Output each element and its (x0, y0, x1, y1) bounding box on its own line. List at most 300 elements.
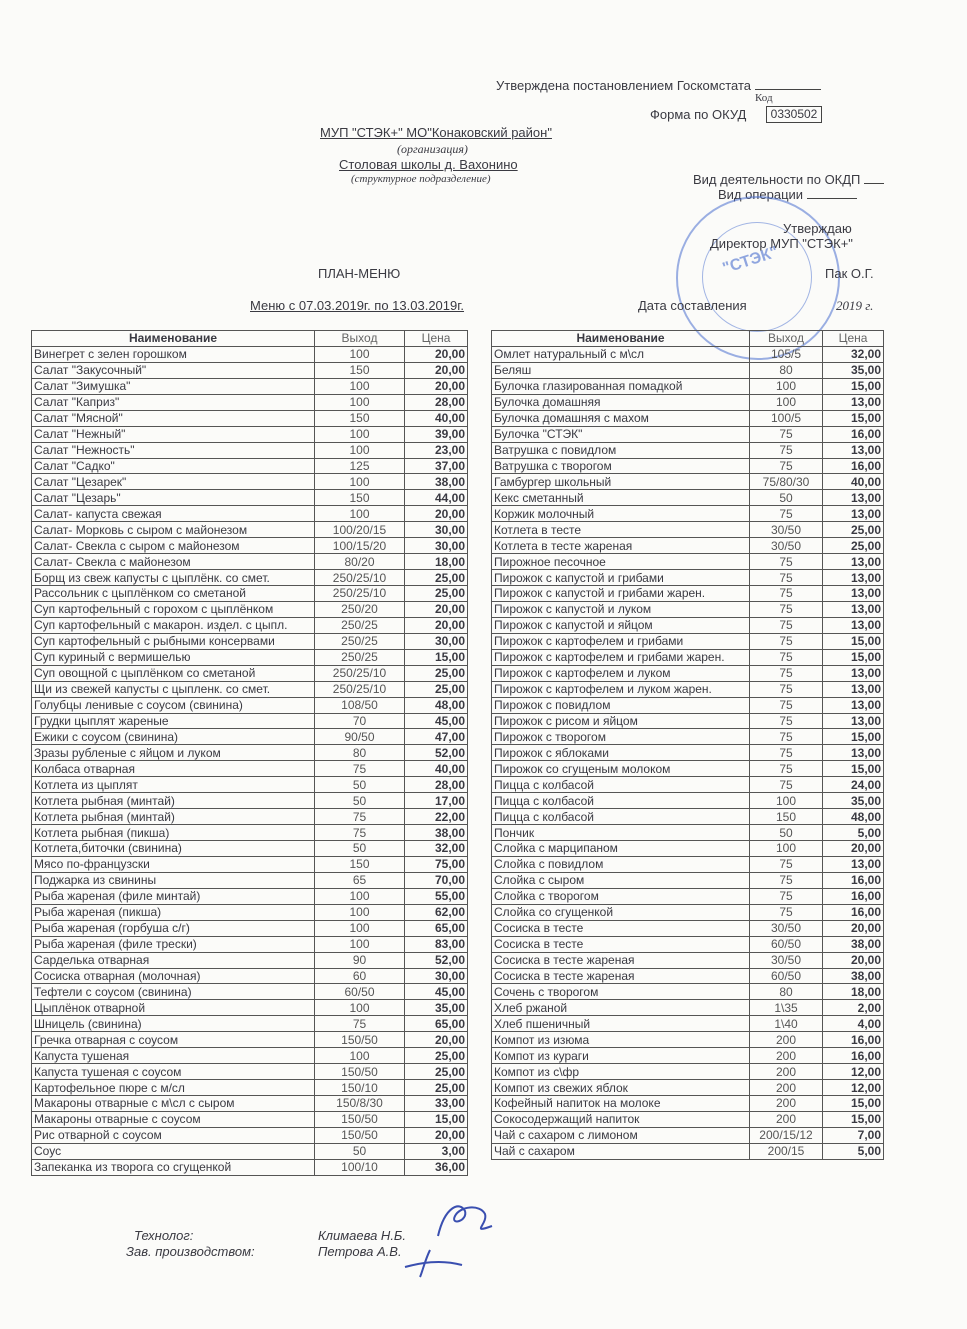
menu-item-output: 150 (750, 809, 823, 825)
organization-name: МУП "СТЭК+" МО"Конаковский район" (320, 125, 552, 140)
menu-item-name: Суп овощной с цыплёнком со сметаной (32, 665, 315, 681)
menu-item-output: 100 (750, 394, 823, 410)
menu-item-output: 100 (750, 793, 823, 809)
menu-row (32, 936, 468, 952)
menu-item-price: 13,00 (823, 617, 884, 633)
menu-item-output: 50 (315, 1143, 405, 1159)
menu-item-price: 38,00 (405, 474, 468, 490)
menu-item-name: Сосиска в тесте (492, 936, 750, 952)
approved-by-blank (755, 89, 821, 90)
menu-row (492, 1032, 884, 1048)
menu-item-price: 22,00 (405, 809, 468, 825)
menu-item-output: 75 (750, 777, 823, 793)
menu-item-price: 32,00 (823, 346, 884, 362)
menu-row (492, 538, 884, 554)
menu-item-name: Беляш (492, 362, 750, 378)
menu-item-output: 75 (750, 888, 823, 904)
menu-item-price: 20,00 (823, 920, 884, 936)
menu-item-price: 16,00 (823, 872, 884, 888)
menu-item-name: Пирожок с картофелем и грибами (492, 633, 750, 649)
menu-item-price: 13,00 (823, 570, 884, 586)
menu-item-price: 13,00 (823, 554, 884, 570)
menu-row (32, 474, 468, 490)
menu-item-price: 38,00 (405, 825, 468, 841)
menu-item-output: 250/25 (315, 633, 405, 649)
menu-item-name: Слойка со сгущенкой (492, 904, 750, 920)
menu-item-name: Макароны отварные с соусом (32, 1111, 315, 1127)
menu-item-output: 105/5 (750, 346, 823, 362)
menu-item-name: Пирожок с рисом и яйцом (492, 713, 750, 729)
menu-row (32, 713, 468, 729)
menu-item-output: 150/50 (315, 1127, 405, 1143)
menu-item-price: 25,00 (405, 681, 468, 697)
menu-item-output: 75 (750, 872, 823, 888)
menu-item-output: 60/50 (750, 936, 823, 952)
menu-item-output: 100 (315, 346, 405, 362)
menu-row (32, 633, 468, 649)
menu-item-price: 13,00 (823, 681, 884, 697)
manager-signature (400, 1245, 470, 1280)
menu-item-price: 13,00 (823, 713, 884, 729)
menu-item-price: 15,00 (823, 633, 884, 649)
menu-item-output: 75 (750, 586, 823, 602)
menu-item-output: 1\40 (750, 1016, 823, 1032)
menu-item-price: 16,00 (823, 458, 884, 474)
menu-item-output: 75 (315, 825, 405, 841)
menu-item-output: 150 (315, 490, 405, 506)
menu-item-price: 5,00 (823, 1143, 884, 1159)
menu-item-price: 37,00 (405, 458, 468, 474)
menu-item-output: 30/50 (750, 920, 823, 936)
menu-item-output: 75 (750, 506, 823, 522)
menu-row (492, 378, 884, 394)
menu-item-price: 20,00 (405, 378, 468, 394)
menu-item-output: 75 (750, 617, 823, 633)
menu-item-price: 20,00 (823, 841, 884, 857)
menu-row (32, 968, 468, 984)
menu-item-name: Рыба жареная (горбуша с/г) (32, 920, 315, 936)
menu-item-price: 2,00 (823, 1000, 884, 1016)
menu-item-name: Пирожок с капустой и грибами (492, 570, 750, 586)
column-header-out: Выход (750, 331, 823, 347)
menu-item-price: 25,00 (405, 665, 468, 681)
menu-row (32, 1111, 468, 1127)
menu-item-output: 150 (315, 856, 405, 872)
menu-row (492, 872, 884, 888)
menu-row (32, 984, 468, 1000)
menu-item-name: Пирожок с картофелем и луком (492, 665, 750, 681)
menu-row (492, 1000, 884, 1016)
menu-item-name: Компот из с\фр (492, 1064, 750, 1080)
menu-item-price: 45,00 (405, 713, 468, 729)
menu-item-price: 17,00 (405, 793, 468, 809)
menu-item-output: 75 (750, 649, 823, 665)
menu-item-name: Соус (32, 1143, 315, 1159)
technologist-signature (430, 1196, 500, 1246)
menu-item-output: 200 (750, 1064, 823, 1080)
menu-item-name: Салат- Свекла с майонезом (32, 554, 315, 570)
menu-item-price: 20,00 (405, 362, 468, 378)
menu-row (32, 904, 468, 920)
menu-item-name: Пирожок с картофелем и луком жарен. (492, 681, 750, 697)
menu-item-price: 12,00 (823, 1064, 884, 1080)
menu-item-price: 52,00 (405, 952, 468, 968)
menu-item-output: 100/10 (315, 1159, 405, 1175)
menu-item-price: 35,00 (405, 1000, 468, 1016)
menu-item-name: Булочка глазированная помадкой (492, 378, 750, 394)
menu-item-name: Салат- Свекла с сыром с майонезом (32, 538, 315, 554)
menu-item-price: 48,00 (405, 697, 468, 713)
menu-row (492, 1064, 884, 1080)
menu-item-output: 250/25/10 (315, 665, 405, 681)
activity-label: Вид деятельности по ОКДП (693, 172, 861, 187)
menu-item-name: Шницель (свинина) (32, 1016, 315, 1032)
menu-item-output: 125 (315, 458, 405, 474)
division-caption: (структурное подразделение) (351, 173, 491, 185)
menu-item-output: 100 (315, 506, 405, 522)
menu-item-price: 35,00 (823, 793, 884, 809)
menu-row (32, 458, 468, 474)
menu-item-price: 20,00 (823, 952, 884, 968)
menu-item-price: 55,00 (405, 888, 468, 904)
menu-item-price: 38,00 (823, 968, 884, 984)
menu-item-output: 60 (315, 968, 405, 984)
menu-item-price: 16,00 (823, 426, 884, 442)
menu-row (32, 697, 468, 713)
menu-item-price: 13,00 (823, 601, 884, 617)
menu-item-name: Пирожок с капустой и луком (492, 601, 750, 617)
director-name: Пак О.Г. (825, 266, 874, 281)
menu-item-price: 15,00 (405, 649, 468, 665)
menu-row (32, 872, 468, 888)
menu-item-output: 75 (750, 856, 823, 872)
menu-item-price: 15,00 (405, 1111, 468, 1127)
menu-item-output: 80 (750, 984, 823, 1000)
menu-item-name: Щи из свежей капусты с цыпленк. со смет. (32, 681, 315, 697)
menu-row (32, 856, 468, 872)
column-header-price: Цена (405, 331, 468, 347)
menu-item-output: 75 (750, 426, 823, 442)
menu-item-name: Салат "Нежный" (32, 426, 315, 442)
menu-row (492, 825, 884, 841)
menu-item-name: Картофельное пюре с м/сл (32, 1080, 315, 1096)
menu-item-output: 100 (315, 394, 405, 410)
organization-caption: (организация) (397, 142, 468, 156)
menu-item-output: 75 (315, 761, 405, 777)
menu-item-output: 250/25/10 (315, 681, 405, 697)
menu-item-name: Компот из свежих яблок (492, 1080, 750, 1096)
menu-item-name: Котлета в тесте (492, 522, 750, 538)
menu-item-output: 75 (750, 570, 823, 586)
menu-item-name: Кофейный напиток на молоке (492, 1096, 750, 1112)
menu-row (32, 426, 468, 442)
menu-row (32, 586, 468, 602)
menu-item-name: Суп куриный с вермишелью (32, 649, 315, 665)
menu-row (32, 729, 468, 745)
menu-item-price: 13,00 (823, 490, 884, 506)
menu-row (492, 570, 884, 586)
menu-item-name: Котлета из цыплят (32, 777, 315, 793)
menu-item-price: 40,00 (405, 410, 468, 426)
menu-item-price: 25,00 (823, 522, 884, 538)
division-name: Столовая школы д. Вахонино (339, 157, 518, 172)
menu-row (492, 522, 884, 538)
menu-table-right-body (492, 346, 884, 1159)
menu-item-output: 100 (315, 920, 405, 936)
menu-item-name: Гречка отварная с соусом (32, 1032, 315, 1048)
menu-item-price: 13,00 (823, 394, 884, 410)
menu-item-name: Котлета рыбная (минтай) (32, 809, 315, 825)
menu-row (32, 490, 468, 506)
menu-row (492, 920, 884, 936)
menu-row (32, 761, 468, 777)
menu-row (32, 601, 468, 617)
menu-item-name: Ежики с соусом (свинина) (32, 729, 315, 745)
menu-row (492, 1048, 884, 1064)
menu-item-output: 75 (750, 681, 823, 697)
menu-item-output: 80 (750, 362, 823, 378)
menu-row (32, 1048, 468, 1064)
menu-item-output: 75 (750, 761, 823, 777)
menu-row (32, 1143, 468, 1159)
menu-item-price: 13,00 (823, 856, 884, 872)
menu-item-output: 250/25/10 (315, 570, 405, 586)
menu-item-name: Рыба жареная (филе минтай) (32, 888, 315, 904)
menu-item-name: Капуста тушеная (32, 1048, 315, 1064)
menu-item-price: 30,00 (405, 968, 468, 984)
menu-item-output: 150/50 (315, 1064, 405, 1080)
menu-item-price: 40,00 (823, 474, 884, 490)
menu-row (492, 904, 884, 920)
column-header-name: Наименование (492, 331, 750, 347)
menu-item-name: Сосиска в тесте жареная (492, 952, 750, 968)
menu-row (32, 346, 468, 362)
menu-item-price: 48,00 (823, 809, 884, 825)
date-label: Дата составления (638, 298, 747, 313)
menu-item-output: 50 (315, 793, 405, 809)
menu-item-output: 150/10 (315, 1080, 405, 1096)
menu-row (32, 1080, 468, 1096)
menu-item-output: 75 (750, 442, 823, 458)
menu-item-name: Салат "Нежность" (32, 442, 315, 458)
menu-item-output: 30/50 (750, 538, 823, 554)
menu-item-price: 39,00 (405, 426, 468, 442)
column-header-price: Цена (823, 331, 884, 347)
menu-item-price: 36,00 (405, 1159, 468, 1175)
menu-item-price: 25,00 (405, 1080, 468, 1096)
menu-item-output: 100/15/20 (315, 538, 405, 554)
menu-item-price: 25,00 (405, 1048, 468, 1064)
menu-item-price: 13,00 (823, 665, 884, 681)
menu-row (492, 681, 884, 697)
menu-item-output: 75 (750, 458, 823, 474)
menu-item-name: Кекс сметанный (492, 490, 750, 506)
menu-item-name: Сочень с творогом (492, 984, 750, 1000)
menu-item-output: 250/20 (315, 601, 405, 617)
menu-item-name: Мясо по-французски (32, 856, 315, 872)
menu-item-output: 75 (750, 697, 823, 713)
menu-row (32, 1000, 468, 1016)
menu-item-name: Запеканка из творога со сгущенкой (32, 1159, 315, 1175)
menu-item-price: 13,00 (823, 586, 884, 602)
menu-item-name: Поджарка из свинины (32, 872, 315, 888)
menu-row (32, 1127, 468, 1143)
menu-item-name: Суп картофельный с рыбными консервами (32, 633, 315, 649)
menu-item-price: 65,00 (405, 920, 468, 936)
menu-item-output: 65 (315, 872, 405, 888)
menu-item-output: 100 (315, 888, 405, 904)
menu-item-price: 13,00 (823, 442, 884, 458)
operation-label: Вид операции (718, 187, 804, 202)
menu-item-output: 200 (750, 1048, 823, 1064)
menu-item-output: 50 (750, 825, 823, 841)
menu-item-name: Суп картофельный с макарон. издел. с цыпл. (32, 617, 315, 633)
menu-item-price: 7,00 (823, 1127, 884, 1143)
menu-item-price: 28,00 (405, 394, 468, 410)
menu-item-output: 250/25/10 (315, 586, 405, 602)
menu-item-output: 1\35 (750, 1000, 823, 1016)
operation-blank (807, 198, 857, 199)
menu-item-output: 108/50 (315, 697, 405, 713)
menu-row (492, 649, 884, 665)
menu-row (32, 952, 468, 968)
menu-item-price: 24,00 (823, 777, 884, 793)
menu-item-price: 20,00 (405, 1127, 468, 1143)
menu-item-output: 100 (315, 442, 405, 458)
menu-row (492, 410, 884, 426)
menu-item-name: Салат "Закусочный" (32, 362, 315, 378)
menu-row (492, 856, 884, 872)
menu-item-output: 50 (315, 777, 405, 793)
menu-item-price: 25,00 (405, 586, 468, 602)
menu-item-output: 250/25 (315, 649, 405, 665)
menu-item-name: Салат "Зимушка" (32, 378, 315, 394)
manager-label: Зав. производством: (126, 1244, 255, 1259)
menu-item-name: Салат "Каприз" (32, 394, 315, 410)
menu-item-output: 100 (315, 936, 405, 952)
menu-item-name: Капуста тушеная с соусом (32, 1064, 315, 1080)
menu-item-name: Пирожок с повидлом (492, 697, 750, 713)
menu-item-price: 18,00 (405, 554, 468, 570)
menu-item-name: Пицца с колбасой (492, 777, 750, 793)
code-label: Код (755, 92, 773, 104)
menu-item-name: Булочка домашняя с махом (492, 410, 750, 426)
menu-item-output: 100 (315, 1048, 405, 1064)
menu-item-output: 75/80/30 (750, 474, 823, 490)
menu-row (32, 920, 468, 936)
menu-item-price: 13,00 (823, 745, 884, 761)
menu-row (32, 522, 468, 538)
menu-item-output: 100 (315, 1000, 405, 1016)
menu-table-right (491, 330, 884, 1160)
menu-item-name: Сокосодержащий напиток (492, 1111, 750, 1127)
menu-item-price: 25,00 (405, 570, 468, 586)
menu-item-price: 3,00 (405, 1143, 468, 1159)
menu-item-price: 16,00 (823, 888, 884, 904)
menu-item-output: 100 (315, 426, 405, 442)
menu-item-name: Слойка с сыром (492, 872, 750, 888)
menu-item-output: 80 (315, 745, 405, 761)
menu-row (492, 346, 884, 362)
menu-item-name: Грудки цыплят жареные (32, 713, 315, 729)
menu-row (492, 490, 884, 506)
menu-item-output: 100 (750, 841, 823, 857)
menu-row (32, 442, 468, 458)
menu-row (492, 586, 884, 602)
menu-item-price: 15,00 (823, 729, 884, 745)
menu-item-output: 75 (750, 554, 823, 570)
menu-item-output: 100 (315, 474, 405, 490)
menu-item-name: Пирожок с капустой и яйцом (492, 617, 750, 633)
menu-row (32, 538, 468, 554)
menu-row (32, 506, 468, 522)
menu-item-name: Салат "Цезарь" (32, 490, 315, 506)
menu-row (32, 681, 468, 697)
menu-item-price: 20,00 (405, 346, 468, 362)
technologist-name: Климаева Н.Б. (318, 1228, 407, 1243)
menu-table-left (31, 330, 468, 1176)
menu-row (492, 936, 884, 952)
menu-row (32, 809, 468, 825)
menu-item-name: Котлета рыбная (пикша) (32, 825, 315, 841)
menu-item-price: 12,00 (823, 1080, 884, 1096)
menu-row (32, 1096, 468, 1112)
menu-item-price: 13,00 (823, 697, 884, 713)
menu-item-output: 70 (315, 713, 405, 729)
menu-item-name: Салат "Садко" (32, 458, 315, 474)
menu-item-name: Котлета,биточки (свинина) (32, 841, 315, 857)
menu-item-name: Пицца с колбасой (492, 793, 750, 809)
menu-item-name: Зразы рубленые с яйцом и луком (32, 745, 315, 761)
menu-item-price: 15,00 (823, 1096, 884, 1112)
menu-item-output: 75 (750, 904, 823, 920)
menu-item-price: 70,00 (405, 872, 468, 888)
menu-row (32, 841, 468, 857)
menu-item-output: 100 (315, 904, 405, 920)
menu-item-name: Компот из изюма (492, 1032, 750, 1048)
menu-item-price: 38,00 (823, 936, 884, 952)
menu-item-name: Салат- Морковь с сыром с майонезом (32, 522, 315, 538)
menu-item-output: 200 (750, 1111, 823, 1127)
menu-item-output: 80/20 (315, 554, 405, 570)
menu-item-price: 25,00 (823, 538, 884, 554)
menu-item-price: 20,00 (405, 506, 468, 522)
menu-row (492, 697, 884, 713)
menu-item-output: 150/50 (315, 1032, 405, 1048)
menu-item-name: Голубцы ленивые с соусом (свинина) (32, 697, 315, 713)
menu-item-output: 150 (315, 410, 405, 426)
menu-item-name: Цыплёнок отварной (32, 1000, 315, 1016)
menu-item-price: 16,00 (823, 1032, 884, 1048)
menu-item-name: Пирожок с яблоками (492, 745, 750, 761)
menu-item-name: Компот из кураги (492, 1048, 750, 1064)
menu-item-price: 32,00 (405, 841, 468, 857)
menu-item-name: Пирожок с капустой и грибами жарен. (492, 586, 750, 602)
menu-row (492, 442, 884, 458)
menu-item-output: 90 (315, 952, 405, 968)
menu-row (492, 761, 884, 777)
menu-row (492, 984, 884, 1000)
date-year: 2019 г. (836, 298, 874, 313)
menu-item-price: 20,00 (405, 1032, 468, 1048)
menu-item-price: 47,00 (405, 729, 468, 745)
menu-row (32, 777, 468, 793)
form-okud-label: Форма по ОКУД (650, 107, 747, 122)
menu-item-price: 4,00 (823, 1016, 884, 1032)
menu-row (32, 825, 468, 841)
menu-item-name: Гамбургер школьный (492, 474, 750, 490)
menu-row (492, 729, 884, 745)
